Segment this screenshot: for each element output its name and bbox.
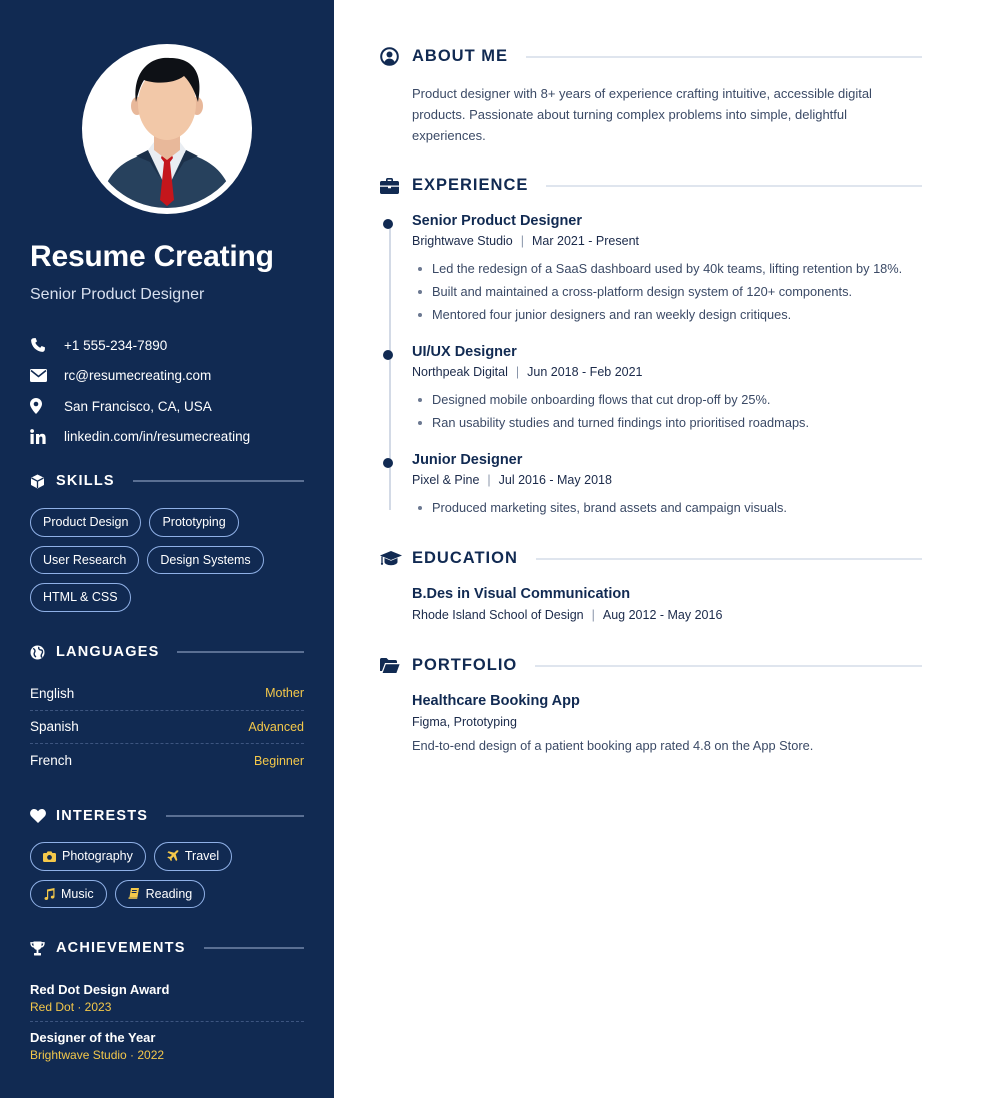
timeline-dot bbox=[383, 458, 393, 468]
achievement-sub: Red Dot · 2023 bbox=[30, 1000, 112, 1014]
language-level: Beginner bbox=[253, 753, 304, 768]
divider bbox=[204, 947, 304, 949]
email-icon bbox=[30, 369, 64, 382]
divider bbox=[536, 558, 922, 560]
about-text: Product designer with 8+ years of experience crafting intuitive, accessible digital products. Passionate about turning complex problems into simple, delightful experiences. bbox=[412, 86, 872, 143]
job-bullets bbox=[412, 388, 940, 434]
languages-heading-text: LANGUAGES bbox=[56, 644, 160, 660]
contact-linkedin-text: linkedin.com/in/resumecreating bbox=[64, 429, 251, 445]
language-level: Advanced bbox=[248, 719, 304, 734]
divider bbox=[535, 665, 922, 667]
divider bbox=[546, 185, 922, 187]
skill-pill: Design Systems bbox=[147, 546, 263, 575]
education-dates: Aug 2012 - May 2016 bbox=[602, 608, 723, 622]
divider bbox=[177, 651, 304, 653]
portfolio-heading-text: PORTFOLIO bbox=[412, 656, 518, 674]
job-bullet: Designed mobile onboarding flows that cut drop-off by 25%. bbox=[412, 388, 940, 411]
skills-list bbox=[30, 508, 304, 612]
contact-phone[interactable] bbox=[30, 330, 304, 361]
experience-heading bbox=[380, 176, 922, 195]
job-title: Senior Product Designer bbox=[412, 213, 583, 229]
job-dates: Jun 2018 - Feb 2021 bbox=[527, 365, 643, 379]
education-heading-text: EDUCATION bbox=[412, 549, 518, 567]
job-bullet: Mentored four junior designers and ran weekly design critiques. bbox=[412, 303, 940, 326]
folder-open-icon bbox=[380, 658, 412, 673]
job-entry bbox=[380, 213, 940, 326]
language-row bbox=[30, 677, 304, 711]
interest-pill bbox=[30, 880, 107, 909]
skill-pill: User Research bbox=[30, 546, 139, 575]
profile-role: Senior Product Designer bbox=[30, 286, 205, 303]
job-company: Brightwave Studio bbox=[412, 234, 513, 248]
job-company: Pixel & Pine bbox=[412, 473, 480, 487]
contact-email[interactable] bbox=[30, 361, 304, 392]
interests-heading bbox=[30, 808, 304, 824]
job-title: UI/UX Designer bbox=[412, 344, 517, 360]
education-heading bbox=[380, 549, 922, 568]
languages-heading bbox=[30, 644, 304, 660]
contact-location bbox=[30, 391, 304, 422]
contact-location-text: San Francisco, CA, USA bbox=[64, 398, 212, 414]
location-icon bbox=[30, 398, 64, 414]
interest-pill bbox=[30, 842, 146, 871]
interest-pill bbox=[115, 880, 206, 909]
job-title: Junior Designer bbox=[412, 452, 523, 468]
job-bullet: Led the redesign of a SaaS dashboard used by 40k teams, lifting retention by 18%. bbox=[412, 257, 940, 280]
interests-list bbox=[30, 842, 304, 908]
portfolio-title: Healthcare Booking App bbox=[412, 693, 580, 709]
trophy-icon bbox=[30, 941, 56, 956]
education-degree: B.Des in Visual Communication bbox=[412, 586, 631, 602]
plane-icon bbox=[167, 850, 179, 862]
achievement-item bbox=[30, 976, 304, 1022]
main-content bbox=[334, 0, 982, 1098]
education-school: Rhode Island School of Design bbox=[412, 608, 584, 622]
skill-pill: Prototyping bbox=[149, 508, 238, 537]
skills-heading-text: SKILLS bbox=[56, 473, 115, 489]
interest-label: Reading bbox=[145, 886, 193, 901]
interest-pill bbox=[154, 842, 232, 871]
job-meta: Northpeak Digital | Jun 2018 - Feb 2021 bbox=[412, 365, 643, 379]
interest-label: Travel bbox=[184, 849, 220, 864]
divider bbox=[133, 480, 304, 482]
contact-email-text: rc@resumecreating.com bbox=[64, 368, 212, 384]
contact-phone-text: +1 555-234-7890 bbox=[64, 337, 168, 353]
profile-name: Resume Creating bbox=[30, 240, 274, 273]
linkedin-icon bbox=[30, 429, 64, 444]
language-level: Mother bbox=[265, 686, 304, 701]
interest-label: Music bbox=[61, 886, 94, 901]
book-icon bbox=[128, 888, 140, 900]
job-bullet: Built and maintained a cross-platform design system of 120+ components. bbox=[412, 280, 940, 303]
portfolio-desc: End-to-end design of a patient booking app rated 4.8 on the App Store. bbox=[412, 738, 814, 753]
job-entry bbox=[380, 344, 940, 434]
job-meta: Pixel & Pine | Jul 2016 - May 2018 bbox=[412, 473, 612, 487]
achievement-sub: Brightwave Studio · 2022 bbox=[30, 1048, 165, 1062]
interests-heading-text: INTERESTS bbox=[56, 808, 149, 824]
avatar bbox=[88, 50, 246, 208]
achievements-list bbox=[30, 976, 304, 1069]
portfolio-tools: Figma, Prototyping bbox=[412, 715, 517, 729]
achievement-title: Designer of the Year bbox=[30, 1030, 156, 1045]
education-meta: Rhode Island School of Design | Aug 2012 - May 2016 bbox=[412, 608, 723, 622]
avatar-frame bbox=[82, 44, 252, 214]
phone-icon bbox=[30, 337, 64, 353]
user-circle-icon bbox=[380, 47, 412, 66]
languages-list bbox=[30, 677, 304, 778]
divider bbox=[166, 815, 304, 817]
job-dates: Jul 2016 - May 2018 bbox=[498, 473, 612, 487]
language-name: Spanish bbox=[30, 719, 79, 735]
portfolio-entry bbox=[412, 693, 932, 753]
about-heading bbox=[380, 47, 922, 66]
experience-heading-text: EXPERIENCE bbox=[412, 176, 529, 194]
graduation-cap-icon bbox=[380, 551, 412, 567]
divider bbox=[526, 56, 922, 58]
language-name: English bbox=[30, 685, 75, 701]
job-bullets bbox=[412, 257, 940, 326]
music-icon bbox=[43, 888, 55, 900]
job-bullets bbox=[412, 496, 940, 519]
briefcase-icon bbox=[380, 178, 412, 194]
job-bullet: Produced marketing sites, brand assets and campaign visuals. bbox=[412, 496, 940, 519]
job-entry bbox=[380, 452, 940, 519]
camera-icon bbox=[43, 851, 56, 862]
heart-icon bbox=[30, 809, 56, 823]
cube-icon bbox=[30, 474, 56, 489]
job-meta: Brightwave Studio | Mar 2021 - Present bbox=[412, 234, 640, 248]
language-row bbox=[30, 744, 304, 778]
education-entry bbox=[412, 586, 932, 622]
achievements-heading bbox=[30, 940, 304, 956]
job-company: Northpeak Digital bbox=[412, 365, 508, 379]
portfolio-heading bbox=[380, 656, 922, 675]
interest-label: Photography bbox=[62, 849, 133, 864]
contact-linkedin[interactable] bbox=[30, 422, 304, 453]
achievement-title: Red Dot Design Award bbox=[30, 982, 170, 997]
achievement-item bbox=[30, 1022, 304, 1069]
job-bullet: Ran usability studies and turned findings into prioritised roadmaps. bbox=[412, 411, 940, 434]
timeline-dot bbox=[383, 350, 393, 360]
timeline-dot bbox=[383, 219, 393, 229]
globe-icon bbox=[30, 645, 56, 660]
language-name: French bbox=[30, 753, 73, 769]
contact-list bbox=[30, 330, 304, 452]
about-heading-text: ABOUT ME bbox=[412, 47, 508, 65]
language-row bbox=[30, 711, 304, 745]
skills-heading bbox=[30, 473, 304, 489]
skill-pill: Product Design bbox=[30, 508, 141, 537]
job-dates: Mar 2021 - Present bbox=[532, 234, 640, 248]
avatar-illustration bbox=[88, 50, 246, 208]
skill-pill: HTML & CSS bbox=[30, 583, 131, 612]
achievements-heading-text: ACHIEVEMENTS bbox=[56, 940, 186, 956]
sidebar bbox=[0, 0, 334, 1098]
